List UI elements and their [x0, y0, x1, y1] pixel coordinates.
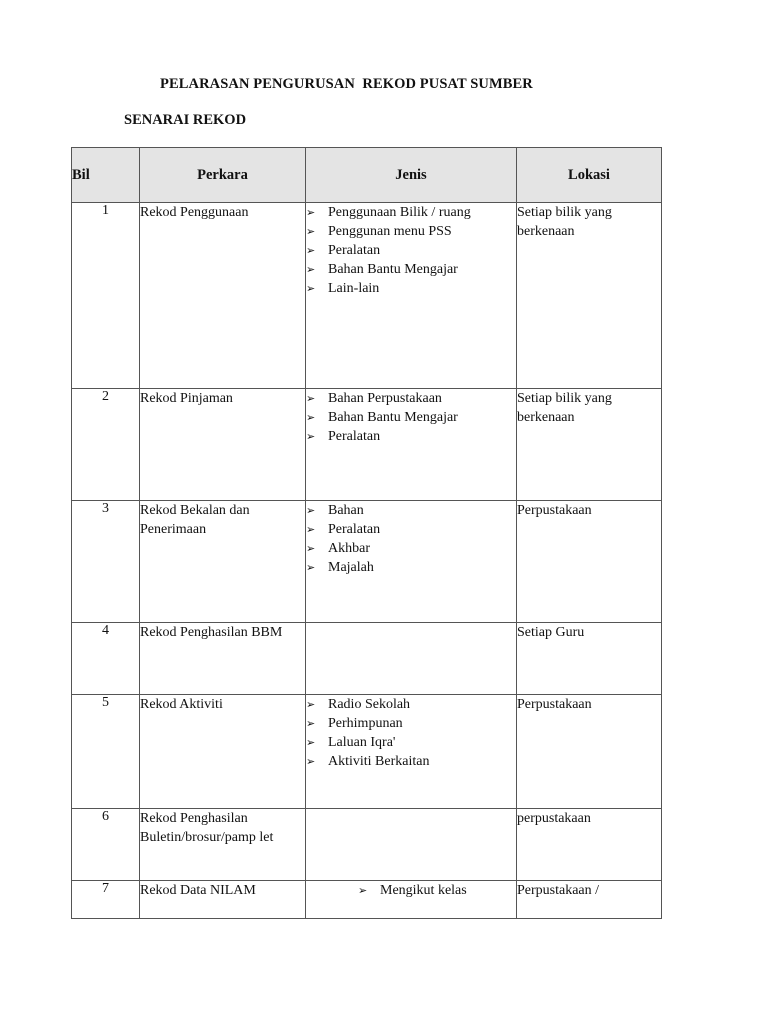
table-row [72, 881, 662, 919]
list-item [306, 408, 516, 427]
list-item [306, 279, 516, 298]
arrow-bullet-icon: ➢ [306, 717, 316, 730]
list-item [306, 427, 516, 446]
row-bil: 2 [72, 389, 140, 501]
row-perkara: Rekod Penggunaan [140, 203, 306, 389]
jenis-list [358, 881, 516, 900]
list-item [306, 260, 516, 279]
arrow-bullet-icon: ➢ [306, 225, 316, 238]
arrow-bullet-icon: ➢ [306, 504, 316, 517]
arrow-bullet-icon: ➢ [306, 523, 316, 536]
header-lokasi: Lokasi [517, 148, 662, 203]
list-item-label: Majalah [328, 560, 374, 575]
row-perkara: Rekod Data NILAM [140, 881, 306, 919]
row-lokasi: Setiap bilik yang berkenaan [517, 203, 662, 389]
row-jenis [306, 623, 517, 695]
row-bil: 3 [72, 501, 140, 623]
row-perkara: Rekod Penghasilan Buletin/brosur/pamp let [140, 809, 306, 881]
list-item-label: Aktiviti Berkaitan [328, 754, 430, 769]
jenis-list [306, 695, 516, 771]
list-item [358, 881, 516, 900]
list-item [306, 695, 516, 714]
row-perkara: Rekod Bekalan dan Penerimaan [140, 501, 306, 623]
arrow-bullet-icon: ➢ [306, 263, 316, 276]
arrow-bullet-icon: ➢ [358, 884, 368, 897]
arrow-bullet-icon: ➢ [306, 206, 316, 219]
list-item [306, 752, 516, 771]
arrow-bullet-icon: ➢ [306, 392, 316, 405]
header-perkara: Perkara [140, 148, 306, 203]
list-item-label: Penggunaan Bilik / ruang [328, 205, 471, 220]
jenis-list [306, 501, 516, 577]
list-item-label: Perhimpunan [328, 716, 403, 731]
list-item-label: Laluan Iqra' [328, 735, 396, 750]
row-jenis [306, 695, 517, 809]
list-item [306, 714, 516, 733]
table-row [72, 501, 662, 623]
list-item-label: Lain-lain [328, 281, 380, 296]
list-item-label: Peralatan [328, 522, 381, 537]
list-item-label: Bahan [328, 503, 364, 518]
row-bil: 6 [72, 809, 140, 881]
jenis-list [306, 203, 516, 298]
row-perkara: Rekod Aktiviti [140, 695, 306, 809]
row-bil: 7 [72, 881, 140, 919]
list-item [306, 558, 516, 577]
row-jenis [306, 501, 517, 623]
list-item-label: Radio Sekolah [328, 697, 411, 712]
list-item [306, 501, 516, 520]
list-item-label: Bahan Perpustakaan [328, 391, 442, 406]
list-item-label: Peralatan [328, 429, 381, 444]
table-row [72, 623, 662, 695]
arrow-bullet-icon: ➢ [306, 561, 316, 574]
row-lokasi: Perpustakaan [517, 695, 662, 809]
table-header-row [72, 148, 662, 203]
row-jenis [306, 809, 517, 881]
row-bil: 4 [72, 623, 140, 695]
document-title: PELARASAN PENGURUSAN REKOD PUSAT SUMBER [160, 76, 533, 92]
jenis-list [306, 389, 516, 446]
table-row [72, 203, 662, 389]
header-jenis: Jenis [306, 148, 517, 203]
list-item [306, 241, 516, 260]
arrow-bullet-icon: ➢ [306, 542, 316, 555]
row-lokasi: Perpustakaan / [517, 881, 662, 919]
row-perkara: Rekod Pinjaman [140, 389, 306, 501]
records-table [71, 147, 662, 919]
arrow-bullet-icon: ➢ [306, 430, 316, 443]
row-lokasi: Setiap bilik yang berkenaan [517, 389, 662, 501]
row-lokasi: Setiap Guru [517, 623, 662, 695]
row-bil: 5 [72, 695, 140, 809]
arrow-bullet-icon: ➢ [306, 282, 316, 295]
row-jenis [306, 389, 517, 501]
row-jenis [306, 881, 517, 919]
list-item [306, 539, 516, 558]
list-item-label: Bahan Bantu Mengajar [328, 262, 458, 277]
row-lokasi: Perpustakaan [517, 501, 662, 623]
arrow-bullet-icon: ➢ [306, 244, 316, 257]
list-item [306, 733, 516, 752]
table-row [72, 809, 662, 881]
header-bil: Bil [72, 148, 140, 203]
list-item-label: Bahan Bantu Mengajar [328, 410, 458, 425]
list-item [306, 222, 516, 241]
list-item-label: Penggunan menu PSS [328, 224, 452, 239]
arrow-bullet-icon: ➢ [306, 755, 316, 768]
list-item [306, 520, 516, 539]
arrow-bullet-icon: ➢ [306, 698, 316, 711]
table-row [72, 389, 662, 501]
list-item-label: Mengikut kelas [380, 883, 467, 898]
row-perkara: Rekod Penghasilan BBM [140, 623, 306, 695]
row-bil: 1 [72, 203, 140, 389]
row-lokasi: perpustakaan [517, 809, 662, 881]
row-jenis [306, 203, 517, 389]
table-row [72, 695, 662, 809]
list-item-label: Peralatan [328, 243, 381, 258]
document-subtitle: SENARAI REKOD [124, 112, 247, 128]
list-item [306, 203, 516, 222]
list-item-label: Akhbar [328, 541, 370, 556]
arrow-bullet-icon: ➢ [306, 411, 316, 424]
arrow-bullet-icon: ➢ [306, 736, 316, 749]
list-item [306, 389, 516, 408]
